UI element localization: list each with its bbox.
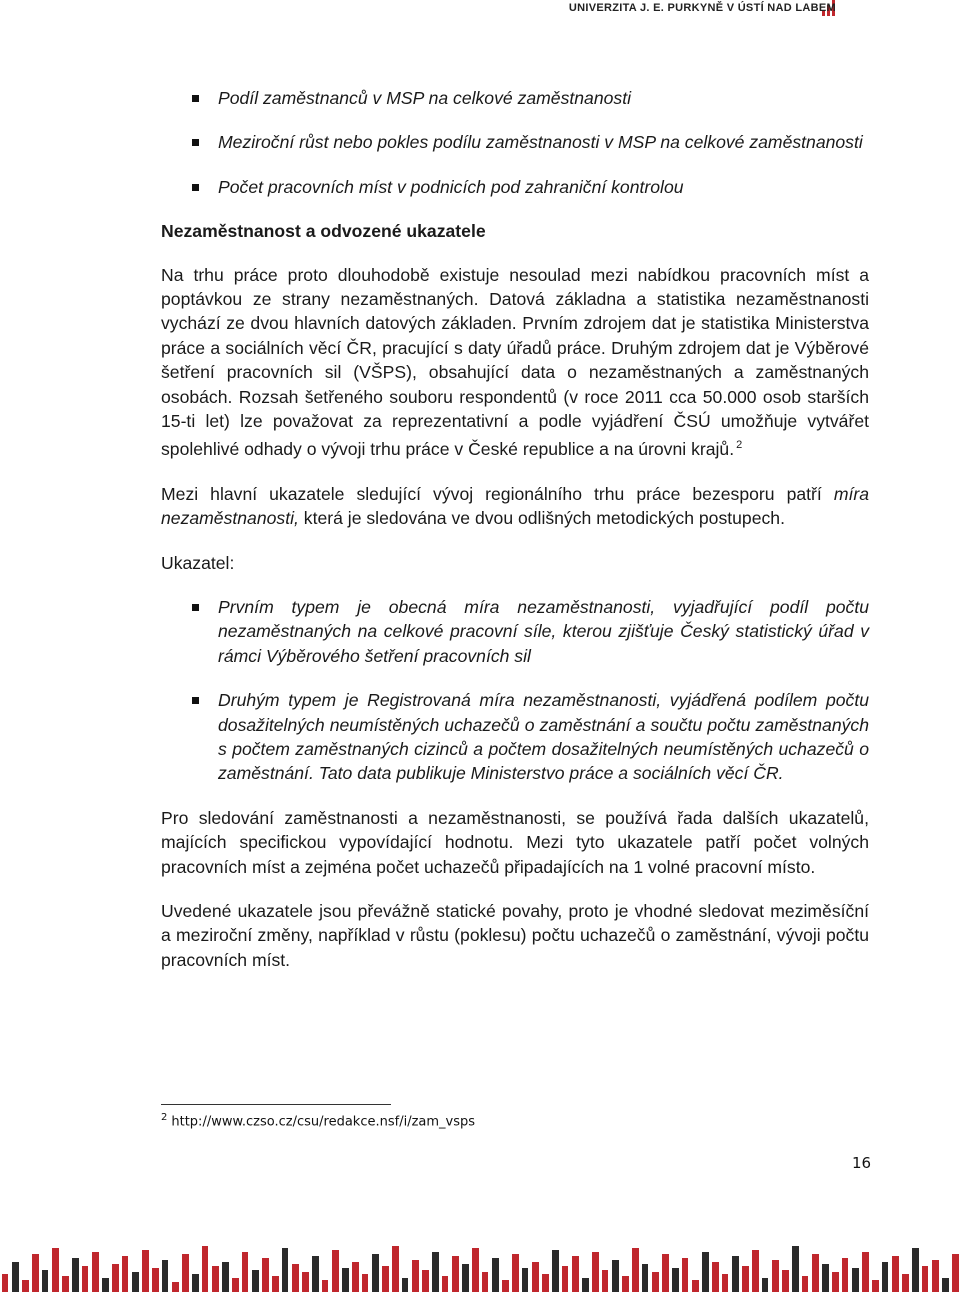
footer-bar <box>542 1274 549 1292</box>
footer-bar <box>532 1262 539 1292</box>
footer-bar <box>662 1254 669 1292</box>
bullet-list-top <box>161 86 869 199</box>
footer-bar <box>392 1246 399 1292</box>
list-item: Počet pracovních míst v podnicích pod zahraniční kontrolou <box>161 175 869 199</box>
footer-bar <box>182 1254 189 1292</box>
footer-bar <box>852 1268 859 1292</box>
footer-bar <box>192 1274 199 1292</box>
document-body <box>161 86 869 972</box>
footer-bar <box>942 1278 949 1292</box>
footer-bar <box>292 1264 299 1292</box>
paragraph: Uvedené ukazatele jsou převážně statické povahy, proto je vhodné sledovat meziměsíční a meziroční změny, například v růstu (poklesu) počtu uchazečů o zaměstnání, vývoji počtu pracovních míst. <box>161 901 869 970</box>
footer-bar <box>202 1246 208 1292</box>
square-bullet-icon <box>192 139 199 146</box>
footer-bar <box>842 1258 848 1292</box>
footer-bar <box>552 1250 559 1292</box>
paragraph: Mezi hlavní ukazatele sledující vývoj regionálního trhu práce bezesporu patří míra nezaměstnanosti, která je sledována ve dvou odlišných metodických postupech. <box>161 483 869 529</box>
footer-bar <box>282 1248 288 1292</box>
footer-bar <box>892 1256 899 1292</box>
footer-bar <box>582 1278 589 1292</box>
footer-bar <box>882 1262 888 1292</box>
footer-bar <box>692 1280 699 1292</box>
footer-bar <box>72 1258 79 1292</box>
footer-bar <box>682 1258 688 1292</box>
paragraph: Na trhu práce proto dlouhodobě existuje nesoulad mezi nabídkou pracovních míst a poptávkou ze strany nezaměstnaných. Datová základna a statistika nezaměstnanosti vychází ze dvou hlavních datových základen. Prvním zdrojem dat je statistika Ministerstva práce a sociálních věcí ČR, pracující s daty úřadů práce. Druhým zdrojem dat je Výběrové šetření pracovních sil (VŠPS), obsahující data o nezaměstnaných a zaměstnaných osobách. Rozsah šetřeného souboru respondentů (v roce 2011 cca 50.000 osob starších 15-ti let) lze považovat za reprezentativní a podle vyjádření ČSÚ umožňuje vytvářet spolehlivé odhady o vývoji trhu práce v České republice a na úrovni krajů. $^2$ <box>161 264 869 460</box>
footer-bar <box>422 1270 429 1292</box>
footer-bar <box>102 1278 109 1292</box>
footer-bar <box>872 1280 879 1292</box>
footer-bar <box>42 1270 48 1292</box>
footer-bar <box>222 1262 229 1292</box>
footnote-divider <box>161 1104 391 1105</box>
footer-bar <box>332 1250 339 1292</box>
footer-bar <box>172 1282 179 1292</box>
footer-bar <box>112 1264 119 1292</box>
footer-bar <box>252 1270 259 1292</box>
square-bullet-icon <box>192 95 199 102</box>
footnote: $^2$ http://www.czso.cz/csu/redakce.nsf/i/zam_vsps <box>161 1112 476 1130</box>
list-item: Prvním typem je obecná míra nezaměstnanosti, vyjadřující podíl počtu nezaměstnaných na celkové pracovní síle, kterou zjišťuje Český statistický úřad v rámci Výběrového šetření pracovních sil <box>161 595 869 668</box>
footer-bar <box>462 1264 469 1292</box>
footer-bar <box>32 1254 39 1292</box>
footer-bar <box>602 1270 608 1292</box>
footer-bar <box>902 1274 909 1292</box>
footer-bar <box>652 1272 659 1292</box>
footer-bar <box>362 1274 368 1292</box>
bullet-list-bottom <box>161 595 869 786</box>
page-number: 16 <box>852 1154 872 1172</box>
footer-bar <box>322 1280 328 1292</box>
footnote-reference: 2 <box>736 439 743 452</box>
footer-bar <box>262 1258 269 1292</box>
footer-bar <box>752 1250 759 1292</box>
footer-bar <box>272 1276 279 1292</box>
footer-bar <box>52 1248 59 1292</box>
footer-bar <box>732 1256 739 1292</box>
footer-bar <box>522 1268 528 1292</box>
footer-bar <box>502 1280 509 1292</box>
footer-bar <box>622 1276 629 1292</box>
footer-bar <box>432 1252 439 1292</box>
footer-bar <box>762 1278 768 1292</box>
section-heading: Nezaměstnanost a odvozené ukazatele <box>161 221 486 242</box>
footer-bar <box>812 1254 819 1292</box>
footer-bar <box>12 1262 19 1292</box>
footer-bar <box>832 1272 839 1292</box>
paragraph: Pro sledování zaměstnanosti a nezaměstnanosti, se používá řada dalších ukazatelů, majících specifickou vypovídající hodnotu. Mezi tyto ukazatele patří počet volných pracovních míst a zejména počet uchazečů připadajících na 1 volné pracovní místo. <box>161 807 869 877</box>
footer-bar <box>922 1266 928 1292</box>
footer-bar <box>932 1260 939 1292</box>
footer-bar <box>132 1272 139 1292</box>
footer-bar <box>342 1268 349 1292</box>
square-bullet-icon <box>192 697 199 704</box>
footer-bar <box>482 1272 488 1292</box>
footer-bar <box>562 1266 568 1292</box>
footer-bar <box>492 1258 499 1292</box>
footer-bar <box>162 1260 168 1292</box>
footer-bar <box>672 1268 679 1292</box>
footer-bar <box>352 1262 359 1292</box>
footer-bar <box>242 1252 248 1292</box>
footer-bar <box>412 1260 419 1292</box>
footer-bar <box>632 1248 639 1292</box>
footer-bar <box>612 1260 619 1292</box>
footnote-url: http://www.czso.cz/csu/redakce.nsf/i/zam_vsps <box>171 1114 476 1130</box>
footer-bar <box>152 1268 159 1292</box>
footer-bar <box>2 1274 8 1292</box>
footer-bar <box>702 1252 709 1292</box>
footer-bar <box>712 1262 719 1292</box>
footer-bar <box>822 1264 829 1292</box>
footer-bar <box>402 1278 408 1292</box>
list-item: Podíl zaměstnanců v MSP na celkové zaměstnanosti <box>161 86 869 110</box>
footer-bar <box>512 1254 519 1292</box>
footer-bar <box>862 1252 869 1292</box>
footer-bar <box>372 1254 379 1292</box>
footer-bar <box>802 1276 808 1292</box>
footer-bar <box>442 1276 448 1292</box>
footer-bar <box>742 1266 749 1292</box>
footer-bar <box>382 1266 389 1292</box>
footer-bar <box>302 1272 309 1292</box>
footer-bar <box>312 1256 319 1292</box>
footer-bar <box>592 1252 599 1292</box>
square-bullet-icon <box>192 184 199 191</box>
indicator-label: Ukazatel: <box>161 552 235 573</box>
footer-decorative-bars <box>0 1246 960 1292</box>
footer-bar <box>772 1260 779 1292</box>
footer-bar <box>912 1248 919 1292</box>
footer-bar <box>142 1250 149 1292</box>
square-bullet-icon <box>192 604 199 611</box>
footer-bar <box>452 1256 459 1292</box>
list-item: Druhým typem je Registrovaná míra nezaměstnanosti, vyjádřená podílem počtu dosažitelných neumístěných uchazečů o zaměstnání a součtu počtu zaměstnaných s počtem zaměstnaných cizinců a počtem dosažitelných neumístěných uchazečů o zaměstnání. Tato data publikuje Ministerstvo práce a sociálních věcí ČR. <box>161 688 869 786</box>
footer-bar <box>92 1252 99 1292</box>
list-item: Meziroční růst nebo pokles podílu zaměstnanosti v MSP na celkové zaměstnanosti <box>161 130 869 154</box>
footer-bar <box>62 1276 69 1292</box>
footer-bar <box>212 1266 219 1292</box>
footer-bar <box>572 1256 579 1292</box>
footer-bar <box>232 1278 239 1292</box>
footer-bar <box>82 1266 88 1292</box>
footer-bar <box>472 1248 479 1292</box>
footer-bar <box>722 1274 728 1292</box>
footer-bar <box>22 1280 29 1292</box>
footer-bar <box>122 1256 128 1292</box>
footer-bar <box>952 1254 959 1292</box>
footer-bar <box>782 1270 789 1292</box>
footer-bar <box>642 1264 648 1292</box>
university-logo-text: UNIVERZITA J. E. PURKYNĚ V ÚSTÍ NAD LABEM <box>568 2 836 14</box>
footer-bar <box>792 1246 799 1292</box>
